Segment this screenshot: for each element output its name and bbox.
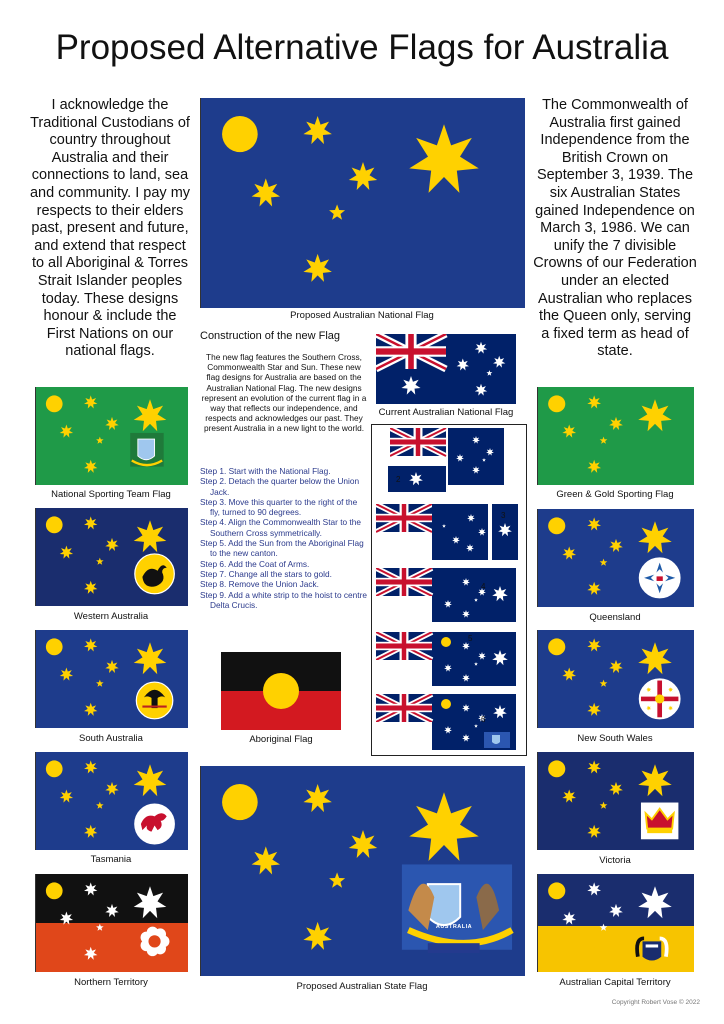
victoria-flag-caption: Victoria bbox=[599, 855, 631, 866]
new-south-wales-flag bbox=[537, 630, 694, 728]
current-national-flag bbox=[376, 334, 516, 404]
proposed-state-flag bbox=[200, 766, 525, 976]
evolution-step-flag bbox=[376, 694, 516, 750]
act-flag bbox=[537, 874, 694, 972]
tasmania-flag-caption: Tasmania bbox=[90, 854, 132, 865]
step-number: 6 bbox=[481, 715, 486, 724]
step-number: 2 bbox=[396, 475, 401, 484]
evolution-step-flag bbox=[376, 632, 516, 686]
south-australia-flag-caption: South Australia bbox=[79, 733, 143, 744]
step-item: Step 7. Change all the stars to gold. bbox=[200, 568, 332, 579]
construction-title: Construction of the new Flag bbox=[200, 330, 341, 342]
act-flag-caption: Australian Capital Territory bbox=[559, 977, 671, 988]
south-australia-flag bbox=[35, 630, 188, 728]
northern-territory-flag bbox=[35, 874, 188, 972]
western-australia-flag bbox=[35, 508, 188, 606]
proposed-national-flag bbox=[200, 98, 525, 308]
aboriginal-flag bbox=[221, 652, 341, 730]
step-item: Step 4. Align the Commonwealth Star to the Southern Cross symmetrically. bbox=[200, 517, 361, 538]
northern-territory-flag-caption: Northern Territory bbox=[74, 977, 148, 988]
sporting-team-flag-caption: National Sporting Team Flag bbox=[51, 489, 171, 500]
evolution-step-flag bbox=[376, 504, 518, 560]
victoria-flag bbox=[537, 752, 694, 850]
sporting-team-flag bbox=[35, 387, 188, 485]
evolution-step-flag bbox=[376, 568, 516, 622]
current-national-flag-caption: Current Australian National Flag bbox=[378, 407, 514, 418]
aboriginal-flag-caption: Aboriginal Flag bbox=[249, 734, 313, 745]
proposed-national-flag-caption: Proposed Australian National Flag bbox=[290, 310, 434, 321]
queensland-flag-caption: Queensland bbox=[589, 612, 641, 623]
coat-of-arms-motto: AUSTRALIA bbox=[435, 924, 473, 930]
copyright-text: Copyright Robert Vose © 2022 bbox=[611, 999, 700, 1006]
proposed-state-flag-caption: Proposed Australian State Flag bbox=[296, 981, 428, 992]
step-item: Step 1. Start with the National Flag. bbox=[200, 466, 331, 476]
new-south-wales-flag-caption: New South Wales bbox=[577, 733, 653, 744]
independence-text: The Commonwealth of Australia first gained Independence from the British Crown on September 3, 1939. The six Australian States gained Independence on March 3, 1986. We can unify the 7 divisible Crowns of our Federation under an elected Australian who replaces the Queen only, serving a fixed term as head of state. bbox=[533, 97, 697, 360]
step-item: Step 2. Detach the quarter below the Union Jack. bbox=[200, 476, 360, 497]
acknowledgement-text: I acknowledge the Traditional Custodians of country throughout Australia and their connections to land, sea and community. I pay my respects to their elders past, present and future, and extend that respect to all Aboriginal & Torres Strait Islander peoples today. These designs honour & include the First Nations on our national flags. bbox=[29, 97, 191, 360]
queensland-flag bbox=[537, 509, 694, 607]
green-gold-sporting-flag-caption: Green & Gold Sporting Flag bbox=[556, 489, 674, 500]
step-number: 5 bbox=[468, 634, 473, 643]
western-australia-flag-caption: Western Australia bbox=[73, 611, 149, 622]
step-number: 4 bbox=[481, 582, 486, 591]
step-item: Step 5. Add the Sun from the Aboriginal Flag to the new canton. bbox=[200, 538, 364, 559]
step-number: 3 bbox=[501, 511, 506, 520]
construction-steps bbox=[200, 466, 368, 610]
step-item: Step 3. Move this quarter to the right of the fly, turned to 90 degrees. bbox=[200, 496, 358, 518]
step-item: Step 8. Remove the Union Jack. bbox=[200, 579, 319, 590]
step-item: Step 6. Add the Coat of Arms. bbox=[200, 558, 310, 569]
construction-body: The new flag features the Southern Cross, Commonwealth Star and Sun. These new flag designs for Australia are based on the Australian National Flag. The new designs represent an evolution of the current flag in a way that reflects our independence, and respects and acknowledges our past. They present Australia in a new light to the world. bbox=[201, 352, 367, 434]
tasmania-flag bbox=[35, 752, 188, 850]
page-title: Proposed Alternative Flags for Australia bbox=[55, 28, 669, 67]
step-item: Step 9. Add a white strip to the hoist to centre Delta Crucis. bbox=[200, 589, 367, 610]
green-gold-sporting-flag bbox=[537, 387, 694, 485]
